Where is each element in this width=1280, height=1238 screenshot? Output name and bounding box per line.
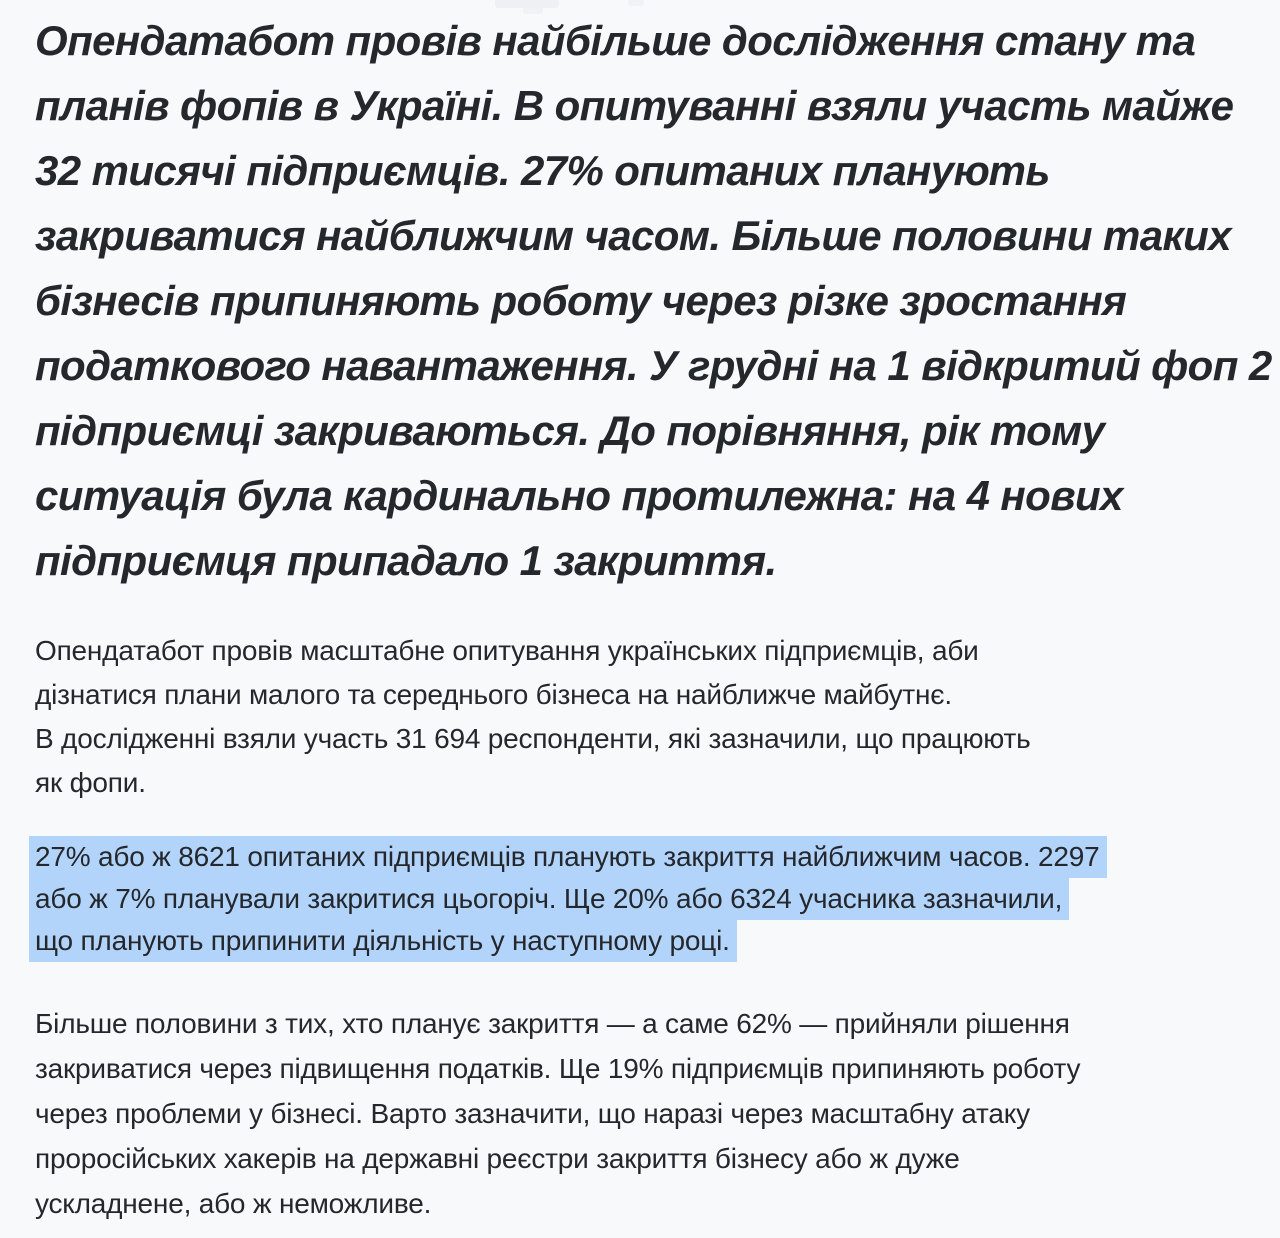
highlighted-line (35, 835, 1250, 877)
intro-line: Опендатабот провів масштабне опитування українських підприємців, аби (35, 635, 979, 666)
closing-line: проросійських хакерів на державні реєстри закриття бізнесу або ж дуже (35, 1143, 960, 1174)
closing-line: закриватися через підвищення податків. Ще 19% підприємців припиняють роботу (35, 1053, 1081, 1084)
text-selection: 27% або ж 8621 опитаних підприємців планують закриття найближчим часов. 2297 (29, 836, 1107, 878)
lead-line: планів фопів в Україні. В опитуванні взяли участь майже (35, 82, 1234, 129)
cutoff-image-remnant-small (628, 0, 644, 6)
lead-line: бізнесів припиняють роботу через різке зростання (35, 277, 1127, 324)
lead-line: ситуація була кардинально протилежна: на 4 нових (35, 472, 1123, 519)
lead-line: Опендатабот провів найбільше дослідження стану та (35, 17, 1196, 64)
lead-line: підприємця припадало 1 закриття. (35, 537, 777, 584)
highlighted-line (35, 919, 1250, 961)
lead-paragraph (35, 0, 1272, 593)
lead-line: 32 тисячі підприємців. 27% опитаних планують (35, 147, 1050, 194)
lead-line: податкового навантаження. У грудні на 1 відкритий фоп 2 (35, 342, 1272, 389)
closing-line: ускладнене, або ж неможливе. (35, 1188, 432, 1219)
highlighted-line (35, 877, 1250, 919)
intro-line: як фопи. (35, 767, 146, 798)
text-selection: що планують припинити діяльність у наступному році. (29, 920, 737, 962)
cutoff-image-remnant (495, 0, 559, 8)
intro-line: дізнатися плани малого та середнього бізнеса на найближче майбутнє. (35, 679, 952, 710)
highlighted-paragraph (35, 835, 1250, 961)
text-selection: або ж 7% планували закритися цьогоріч. Ще 20% або 6324 учасника зазначили, (29, 878, 1069, 920)
closing-line: Більше половини з тих, хто планує закриття — а саме 62% — прийняли рішення (35, 1008, 1070, 1039)
closing-line: через проблеми у бізнесі. Варто зазначити, що наразі через масштабну атаку (35, 1098, 1030, 1129)
lead-line: закриватися найближчим часом. Більше половини таких (35, 212, 1231, 259)
intro-paragraph (35, 629, 1250, 805)
intro-line: В дослідженні взяли участь 31 694 респонденти, які зазначили, що працюють (35, 723, 1031, 754)
closing-paragraph (35, 1001, 1250, 1226)
lead-line: підприємці закриваються. До порівняння, рік тому (35, 407, 1105, 454)
